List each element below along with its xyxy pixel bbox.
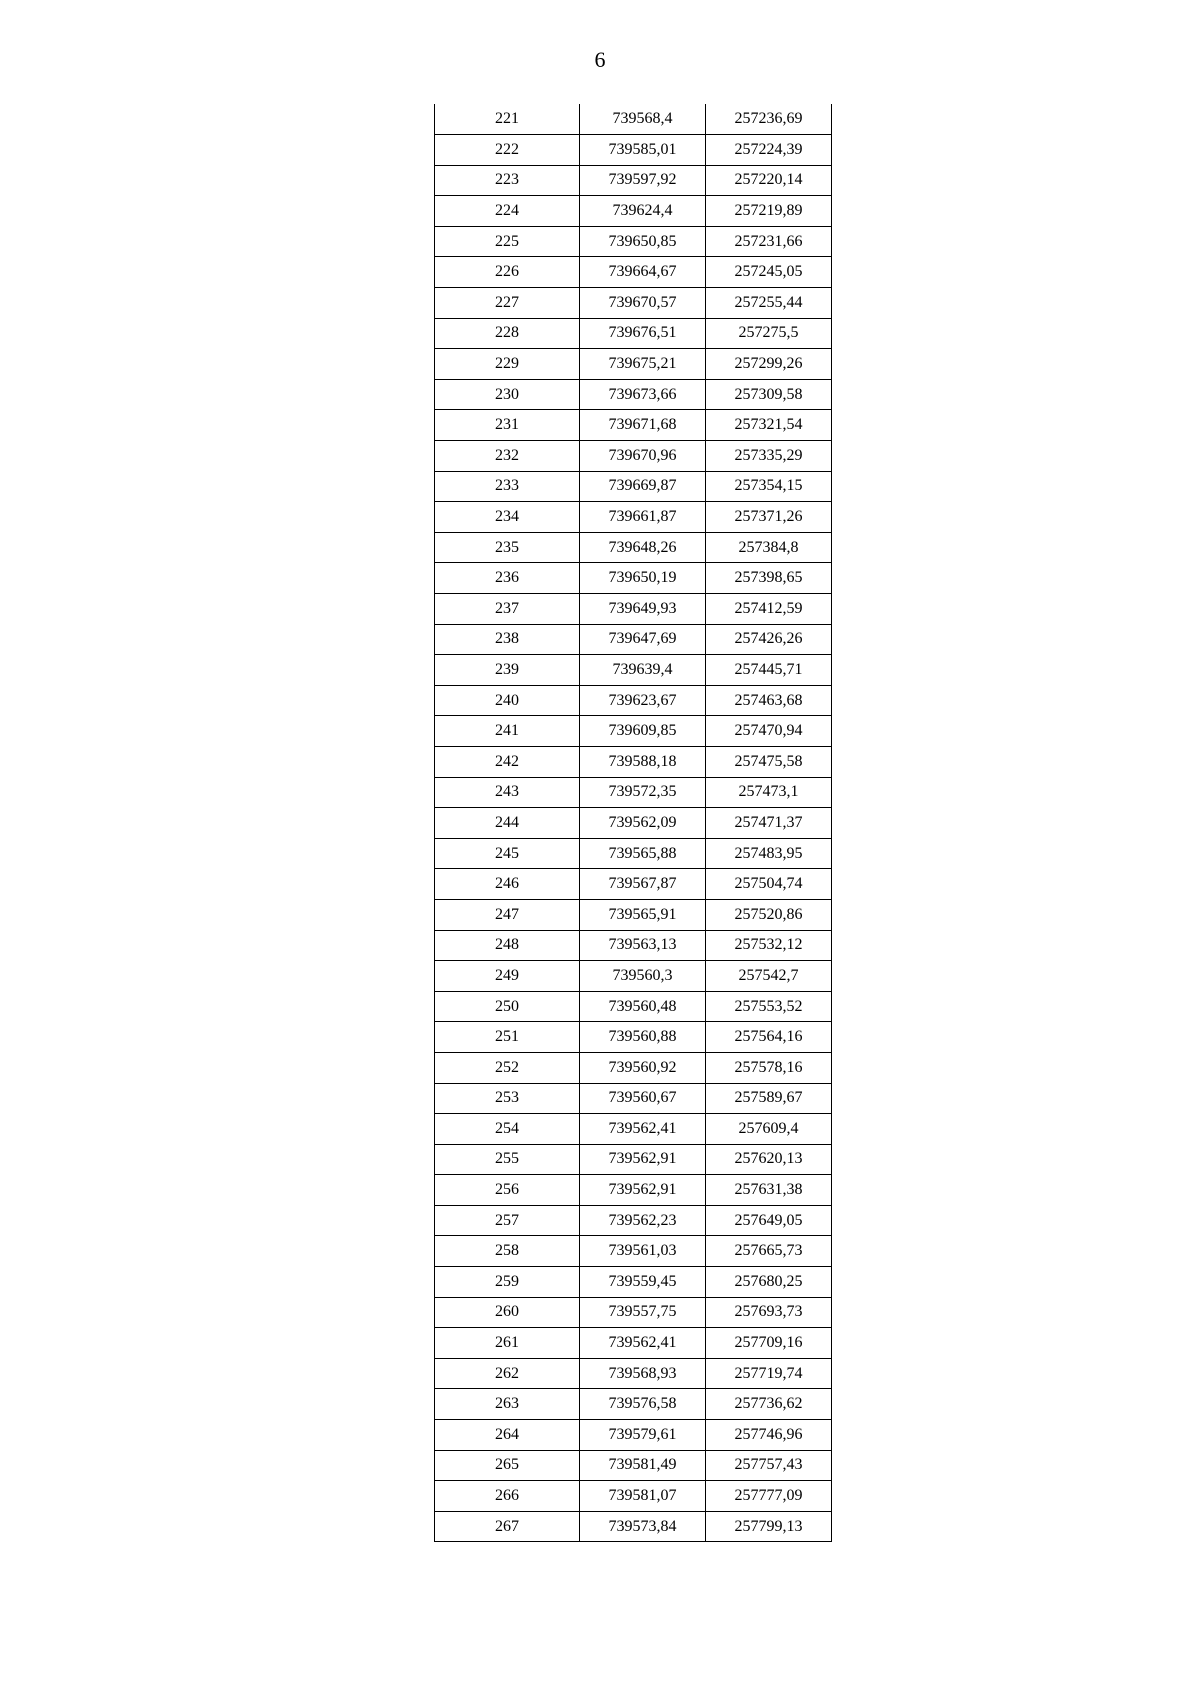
y-coordinate-cell: 257589,67 [706, 1083, 832, 1114]
y-coordinate-cell: 257693,73 [706, 1297, 832, 1328]
y-coordinate-cell: 257709,16 [706, 1328, 832, 1359]
y-coordinate-cell: 257245,05 [706, 257, 832, 288]
x-coordinate-cell: 739573,84 [580, 1511, 706, 1542]
x-coordinate-cell: 739565,88 [580, 838, 706, 869]
x-coordinate-cell: 739670,96 [580, 441, 706, 472]
x-coordinate-cell: 739675,21 [580, 349, 706, 380]
table-row [435, 226, 832, 257]
y-coordinate-cell: 257483,95 [706, 838, 832, 869]
y-coordinate-cell: 257777,09 [706, 1481, 832, 1512]
point-number-cell: 230 [435, 379, 580, 410]
table-row [435, 471, 832, 502]
y-coordinate-cell: 257746,96 [706, 1420, 832, 1451]
point-number-cell: 262 [435, 1358, 580, 1389]
x-coordinate-cell: 739561,03 [580, 1236, 706, 1267]
table-row [435, 869, 832, 900]
y-coordinate-cell: 257463,68 [706, 685, 832, 716]
y-coordinate-cell: 257542,7 [706, 961, 832, 992]
table-row [435, 746, 832, 777]
point-number-cell: 250 [435, 991, 580, 1022]
x-coordinate-cell: 739560,48 [580, 991, 706, 1022]
table-row [435, 624, 832, 655]
y-coordinate-cell: 257649,05 [706, 1205, 832, 1236]
point-number-cell: 236 [435, 563, 580, 594]
table-row [435, 808, 832, 839]
point-number-cell: 224 [435, 196, 580, 227]
x-coordinate-cell: 739649,93 [580, 594, 706, 625]
point-number-cell: 227 [435, 288, 580, 319]
table-row [435, 1205, 832, 1236]
x-coordinate-cell: 739579,61 [580, 1420, 706, 1451]
y-coordinate-cell: 257736,62 [706, 1389, 832, 1420]
y-coordinate-cell: 257354,15 [706, 471, 832, 502]
point-number-cell: 263 [435, 1389, 580, 1420]
point-number-cell: 261 [435, 1328, 580, 1359]
table-row [435, 1022, 832, 1053]
x-coordinate-cell: 739624,4 [580, 196, 706, 227]
point-number-cell: 241 [435, 716, 580, 747]
y-coordinate-cell: 257665,73 [706, 1236, 832, 1267]
table-row [435, 1481, 832, 1512]
y-coordinate-cell: 257471,37 [706, 808, 832, 839]
y-coordinate-cell: 257335,29 [706, 441, 832, 472]
y-coordinate-cell: 257757,43 [706, 1450, 832, 1481]
y-coordinate-cell: 257470,94 [706, 716, 832, 747]
x-coordinate-cell: 739581,07 [580, 1481, 706, 1512]
point-number-cell: 238 [435, 624, 580, 655]
point-number-cell: 257 [435, 1205, 580, 1236]
point-number-cell: 266 [435, 1481, 580, 1512]
x-coordinate-cell: 739670,57 [580, 288, 706, 319]
x-coordinate-cell: 739568,93 [580, 1358, 706, 1389]
table-row [435, 1052, 832, 1083]
point-number-cell: 260 [435, 1297, 580, 1328]
y-coordinate-cell: 257475,58 [706, 746, 832, 777]
y-coordinate-cell: 257321,54 [706, 410, 832, 441]
x-coordinate-cell: 739673,66 [580, 379, 706, 410]
point-number-cell: 225 [435, 226, 580, 257]
point-number-cell: 229 [435, 349, 580, 380]
x-coordinate-cell: 739557,75 [580, 1297, 706, 1328]
table-row [435, 135, 832, 166]
y-coordinate-cell: 257445,71 [706, 655, 832, 686]
table-body [435, 104, 832, 1542]
y-coordinate-cell: 257426,26 [706, 624, 832, 655]
point-number-cell: 244 [435, 808, 580, 839]
point-number-cell: 247 [435, 899, 580, 930]
y-coordinate-cell: 257609,4 [706, 1114, 832, 1145]
y-coordinate-cell: 257255,44 [706, 288, 832, 319]
table-row [435, 594, 832, 625]
table-row [435, 838, 832, 869]
point-number-cell: 242 [435, 746, 580, 777]
y-coordinate-cell: 257680,25 [706, 1267, 832, 1298]
point-number-cell: 245 [435, 838, 580, 869]
y-coordinate-cell: 257564,16 [706, 1022, 832, 1053]
x-coordinate-cell: 739664,67 [580, 257, 706, 288]
point-number-cell: 231 [435, 410, 580, 441]
table-row [435, 1267, 832, 1298]
point-number-cell: 248 [435, 930, 580, 961]
table-row [435, 1114, 832, 1145]
point-number-cell: 239 [435, 655, 580, 686]
table-row [435, 1175, 832, 1206]
y-coordinate-cell: 257553,52 [706, 991, 832, 1022]
table-row [435, 1144, 832, 1175]
y-coordinate-cell: 257719,74 [706, 1358, 832, 1389]
point-number-cell: 222 [435, 135, 580, 166]
point-number-cell: 252 [435, 1052, 580, 1083]
table-row [435, 502, 832, 533]
point-number-cell: 237 [435, 594, 580, 625]
point-number-cell: 234 [435, 502, 580, 533]
point-number-cell: 255 [435, 1144, 580, 1175]
x-coordinate-cell: 739560,88 [580, 1022, 706, 1053]
x-coordinate-cell: 739560,67 [580, 1083, 706, 1114]
table-row [435, 288, 832, 319]
table-row [435, 716, 832, 747]
x-coordinate-cell: 739562,23 [580, 1205, 706, 1236]
x-coordinate-cell: 739669,87 [580, 471, 706, 502]
table-row [435, 532, 832, 563]
x-coordinate-cell: 739623,67 [580, 685, 706, 716]
y-coordinate-cell: 257504,74 [706, 869, 832, 900]
page-number: 6 [594, 47, 606, 72]
x-coordinate-cell: 739568,4 [580, 104, 706, 135]
point-number-cell: 223 [435, 165, 580, 196]
table-row [435, 349, 832, 380]
table-row [435, 1236, 832, 1267]
table-row [435, 1297, 832, 1328]
table-row [435, 1358, 832, 1389]
y-coordinate-cell: 257384,8 [706, 532, 832, 563]
x-coordinate-cell: 739661,87 [580, 502, 706, 533]
y-coordinate-cell: 257219,89 [706, 196, 832, 227]
table-row [435, 165, 832, 196]
table-row [435, 655, 832, 686]
point-number-cell: 240 [435, 685, 580, 716]
table-row [435, 1511, 832, 1542]
point-number-cell: 221 [435, 104, 580, 135]
x-coordinate-cell: 739562,41 [580, 1328, 706, 1359]
point-number-cell: 228 [435, 318, 580, 349]
x-coordinate-cell: 739650,85 [580, 226, 706, 257]
x-coordinate-cell: 739676,51 [580, 318, 706, 349]
point-number-cell: 243 [435, 777, 580, 808]
x-coordinate-cell: 739585,01 [580, 135, 706, 166]
table-row [435, 1328, 832, 1359]
x-coordinate-cell: 739560,92 [580, 1052, 706, 1083]
x-coordinate-cell: 739648,26 [580, 532, 706, 563]
x-coordinate-cell: 739560,3 [580, 961, 706, 992]
x-coordinate-cell: 739563,13 [580, 930, 706, 961]
x-coordinate-cell: 739588,18 [580, 746, 706, 777]
table-row [435, 899, 832, 930]
y-coordinate-cell: 257412,59 [706, 594, 832, 625]
x-coordinate-cell: 739647,69 [580, 624, 706, 655]
y-coordinate-cell: 257231,66 [706, 226, 832, 257]
y-coordinate-cell: 257309,58 [706, 379, 832, 410]
table-row [435, 563, 832, 594]
y-coordinate-cell: 257398,65 [706, 563, 832, 594]
table-row [435, 1450, 832, 1481]
point-number-cell: 235 [435, 532, 580, 563]
x-coordinate-cell: 739562,41 [580, 1114, 706, 1145]
y-coordinate-cell: 257578,16 [706, 1052, 832, 1083]
point-number-cell: 233 [435, 471, 580, 502]
table-row [435, 1420, 832, 1451]
table-row [435, 196, 832, 227]
x-coordinate-cell: 739562,09 [580, 808, 706, 839]
x-coordinate-cell: 739572,35 [580, 777, 706, 808]
y-coordinate-cell: 257799,13 [706, 1511, 832, 1542]
x-coordinate-cell: 739562,91 [580, 1175, 706, 1206]
y-coordinate-cell: 257620,13 [706, 1144, 832, 1175]
y-coordinate-cell: 257520,86 [706, 899, 832, 930]
point-number-cell: 246 [435, 869, 580, 900]
table-row [435, 257, 832, 288]
x-coordinate-cell: 739609,85 [580, 716, 706, 747]
table-row [435, 991, 832, 1022]
y-coordinate-cell: 257236,69 [706, 104, 832, 135]
point-number-cell: 265 [435, 1450, 580, 1481]
y-coordinate-cell: 257631,38 [706, 1175, 832, 1206]
x-coordinate-cell: 739650,19 [580, 563, 706, 594]
point-number-cell: 226 [435, 257, 580, 288]
x-coordinate-cell: 739576,58 [580, 1389, 706, 1420]
table-row [435, 318, 832, 349]
point-number-cell: 267 [435, 1511, 580, 1542]
point-number-cell: 256 [435, 1175, 580, 1206]
x-coordinate-cell: 739581,49 [580, 1450, 706, 1481]
y-coordinate-cell: 257220,14 [706, 165, 832, 196]
point-number-cell: 264 [435, 1420, 580, 1451]
x-coordinate-cell: 739597,92 [580, 165, 706, 196]
point-number-cell: 254 [435, 1114, 580, 1145]
y-coordinate-cell: 257473,1 [706, 777, 832, 808]
x-coordinate-cell: 739567,87 [580, 869, 706, 900]
table-row [435, 961, 832, 992]
x-coordinate-cell: 739671,68 [580, 410, 706, 441]
table-row [435, 441, 832, 472]
table-row [435, 104, 832, 135]
table-row [435, 685, 832, 716]
y-coordinate-cell: 257371,26 [706, 502, 832, 533]
y-coordinate-cell: 257299,26 [706, 349, 832, 380]
x-coordinate-cell: 739559,45 [580, 1267, 706, 1298]
table-row [435, 1389, 832, 1420]
x-coordinate-cell: 739562,91 [580, 1144, 706, 1175]
table-row [435, 1083, 832, 1114]
point-number-cell: 232 [435, 441, 580, 472]
coordinates-table [434, 104, 832, 1542]
y-coordinate-cell: 257275,5 [706, 318, 832, 349]
table-row [435, 777, 832, 808]
y-coordinate-cell: 257224,39 [706, 135, 832, 166]
x-coordinate-cell: 739565,91 [580, 899, 706, 930]
table-row [435, 379, 832, 410]
point-number-cell: 258 [435, 1236, 580, 1267]
point-number-cell: 249 [435, 961, 580, 992]
point-number-cell: 259 [435, 1267, 580, 1298]
table-row [435, 410, 832, 441]
table-row [435, 930, 832, 961]
point-number-cell: 251 [435, 1022, 580, 1053]
point-number-cell: 253 [435, 1083, 580, 1114]
x-coordinate-cell: 739639,4 [580, 655, 706, 686]
y-coordinate-cell: 257532,12 [706, 930, 832, 961]
